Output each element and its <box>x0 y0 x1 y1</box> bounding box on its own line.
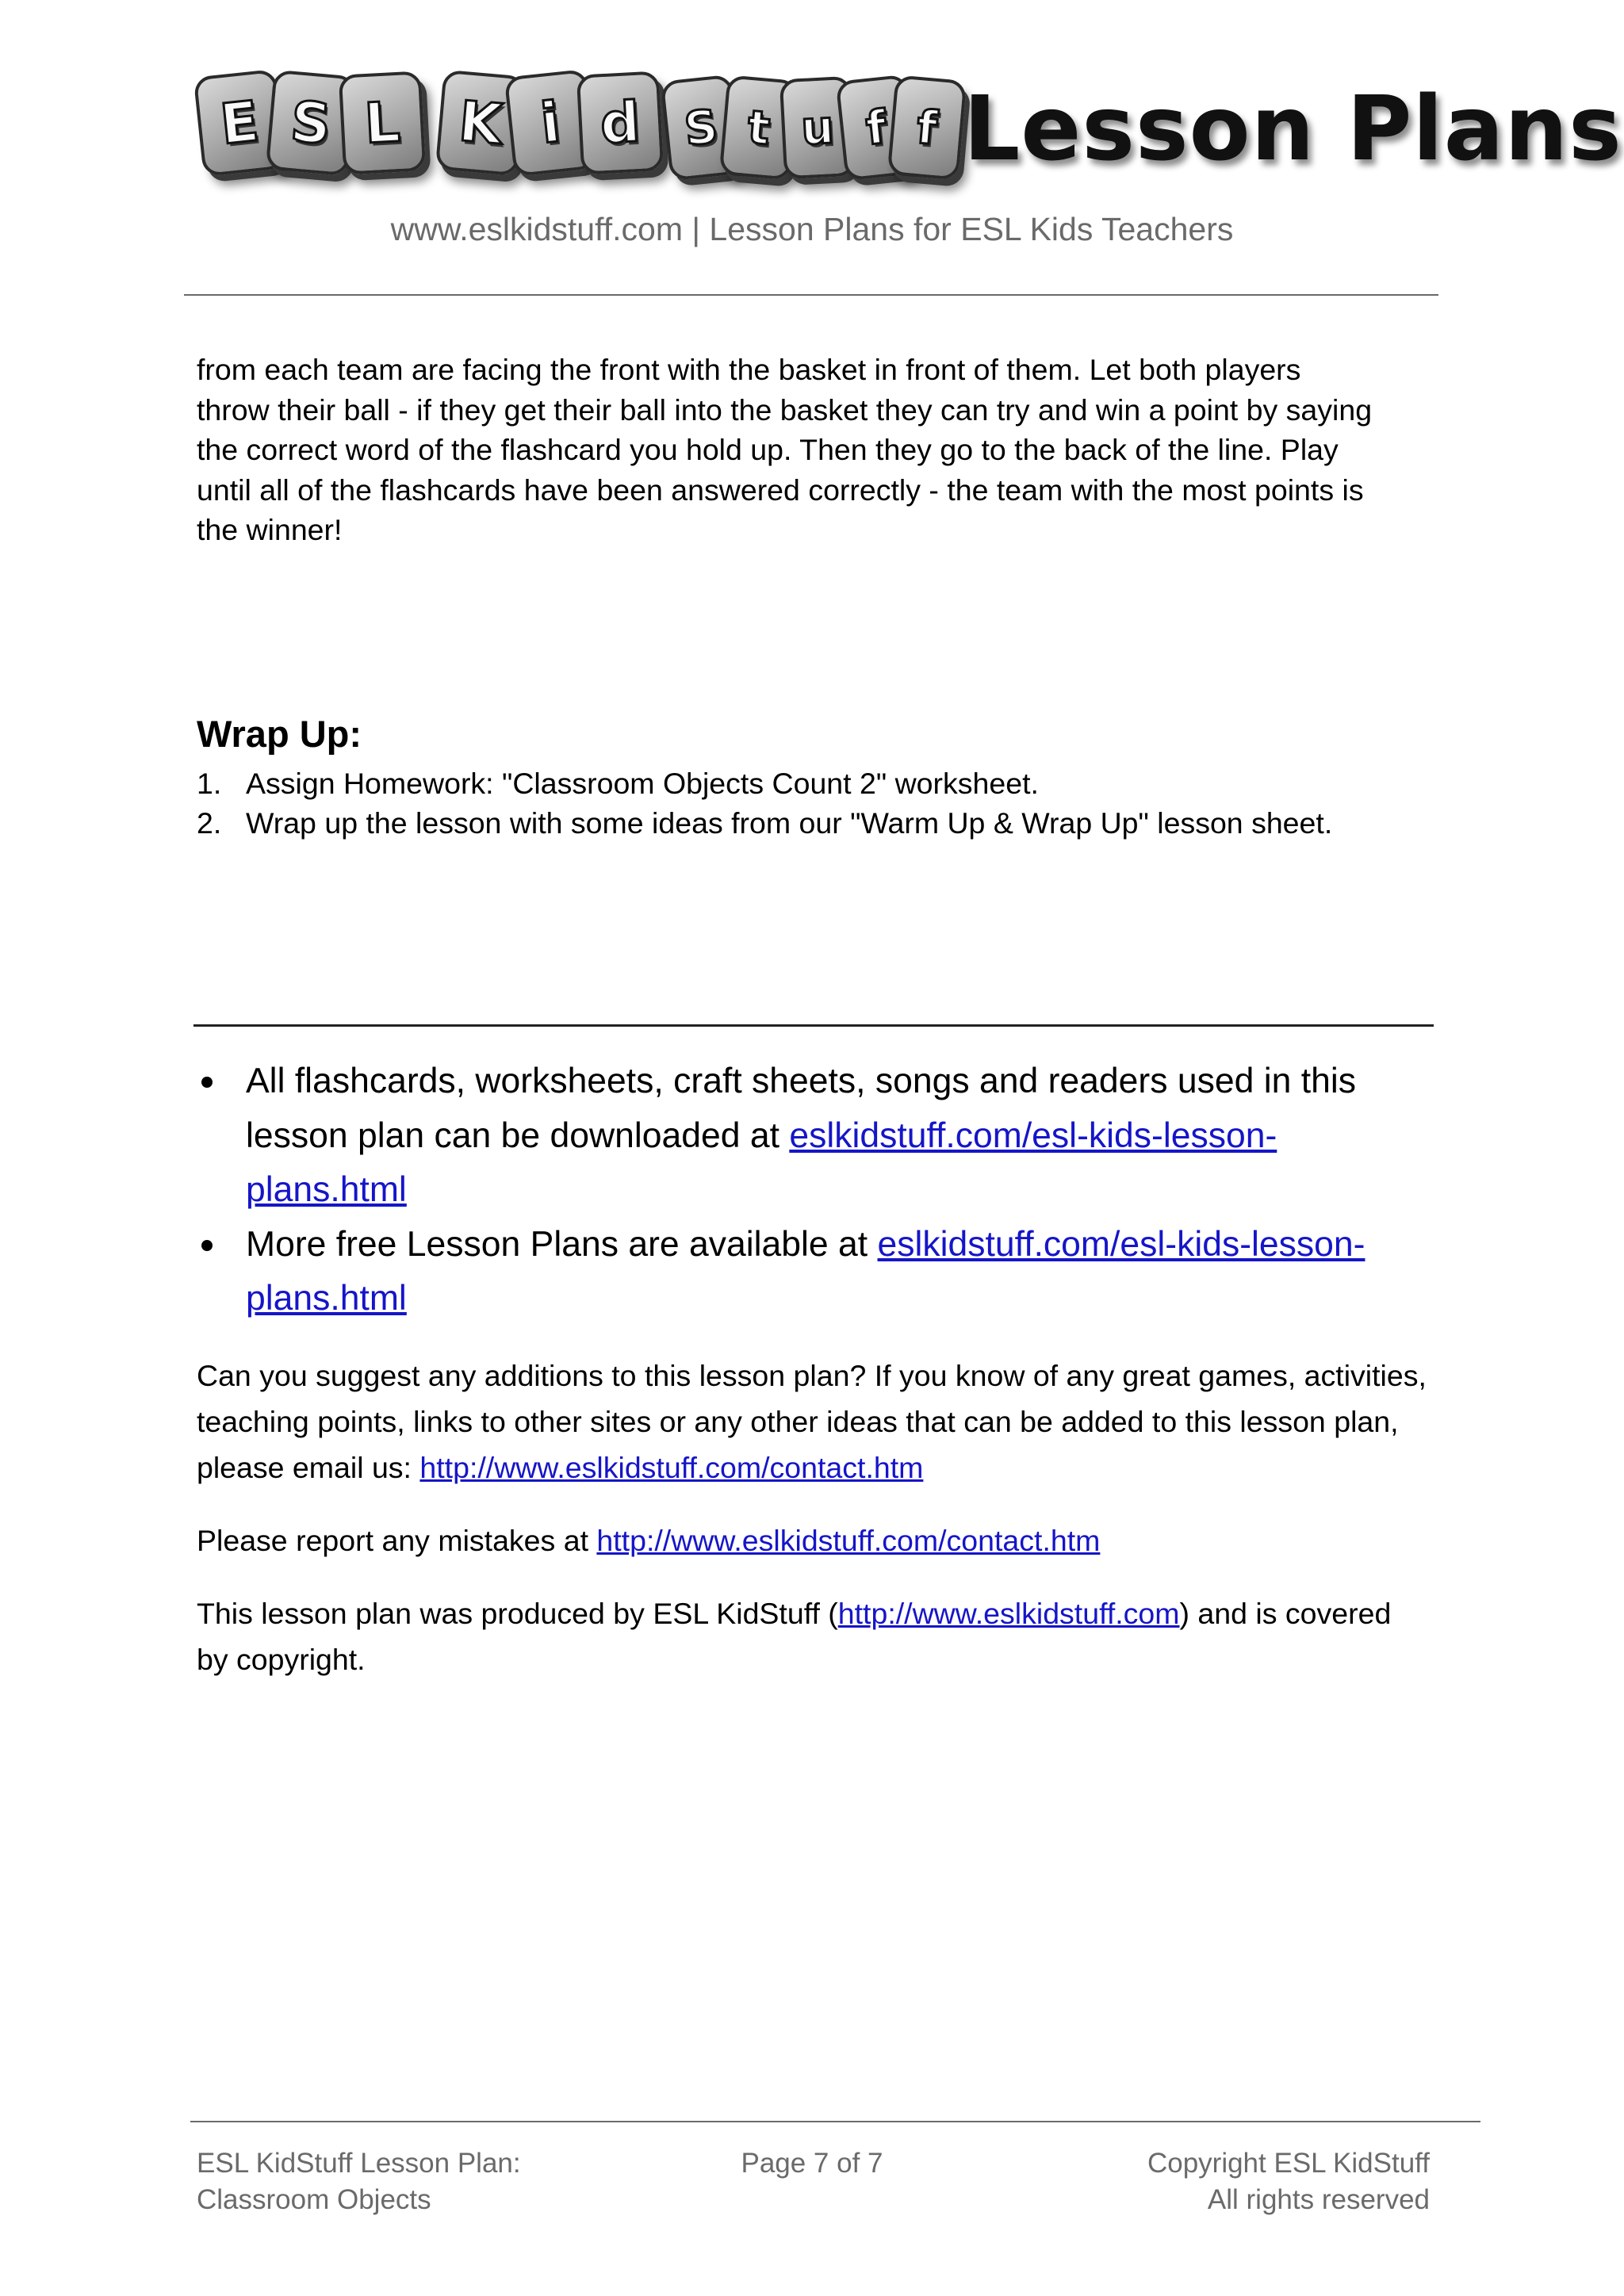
logo-cube: f <box>835 75 917 182</box>
copyright-text: ) and is covered <box>1179 1597 1392 1630</box>
logo-cube: S <box>660 75 741 182</box>
bullet-text-line <box>246 1109 1434 1164</box>
contact-link[interactable]: http://www.eslkidstuff.com/contact.htm <box>419 1451 924 1484</box>
copyright-text: This lesson plan was produced by ESL KidStuff ( <box>197 1597 838 1630</box>
logo-cube: S <box>266 70 357 177</box>
report-paragraph <box>197 1517 1481 1563</box>
footer-copyright: Copyright ESL KidStuff <box>1147 2148 1430 2179</box>
bullet-text: lesson plan can be downloaded at <box>246 1115 790 1155</box>
logo-title: Lesson Plans <box>963 78 1622 181</box>
wrapup-list <box>197 763 1434 843</box>
bullet-dot <box>201 1240 213 1251</box>
free-lesson-plans-link[interactable]: plans.html <box>246 1279 407 1318</box>
list-number: 1. <box>197 767 222 800</box>
resource-bullet <box>197 1218 1434 1326</box>
logo-cube: i <box>504 69 597 177</box>
section-divider <box>193 1024 1434 1027</box>
header-divider <box>184 294 1438 296</box>
report-text: Please report any mistakes at <box>197 1524 597 1557</box>
intro-line: throw their ball - if they get their ball into the basket they can try and win a point by saying <box>197 392 1373 427</box>
logo-cube: u <box>779 76 856 180</box>
logo-cube: d <box>576 71 664 174</box>
footer-rights: All rights reserved <box>1207 2184 1430 2215</box>
logo-cube: t <box>719 75 799 180</box>
wrapup-heading: Wrap Up: <box>197 713 362 755</box>
logo <box>198 70 1622 189</box>
intro-line: from each team are facing the front with the basket in front of them. Let both players <box>197 353 1301 386</box>
bullet-text: All flashcards, worksheets, craft sheets, songs and readers used in this <box>246 1062 1356 1100</box>
list-text: Assign Homework: "Classroom Objects Count 2" worksheet. <box>246 767 1039 800</box>
footer-lesson-label: ESL KidStuff Lesson Plan: <box>197 2148 521 2179</box>
list-item <box>197 803 1434 843</box>
footer-page-number: Page 7 of 7 <box>741 2148 883 2179</box>
intro-line: until all of the flashcards have been answered correctly - the team with the most points is <box>197 473 1364 507</box>
suggest-line: Can you suggest any additions to this lesson plan? If you know of any great games, activities, <box>197 1359 1427 1392</box>
resource-bullet <box>197 1054 1434 1218</box>
bullet-text: More free Lesson Plans are available at <box>246 1224 878 1264</box>
footer-right <box>1147 2145 1430 2218</box>
site-link[interactable]: http://www.eslkidstuff.com <box>837 1597 1180 1630</box>
header-subtitle: www.eslkidstuff.com | Lesson Plans for ESL Kids Teachers <box>390 211 1234 247</box>
list-text: Wrap up the lesson with some ideas from our "Warm Up & Wrap Up" lesson sheet. <box>246 806 1333 840</box>
free-lesson-plans-link[interactable]: eslkidstuff.com/esl-kids-lesson- <box>877 1224 1365 1264</box>
suggest-line: please email us: <box>197 1451 420 1484</box>
logo-cube: f <box>887 75 967 180</box>
footer-divider <box>190 2121 1480 2122</box>
list-number: 2. <box>197 806 222 840</box>
lesson-plans-link[interactable]: eslkidstuff.com/esl-kids-lesson- <box>789 1115 1277 1155</box>
footer-lesson-name: Classroom Objects <box>197 2184 431 2215</box>
copyright-text: by copyright. <box>197 1643 366 1676</box>
suggest-paragraph <box>197 1353 1481 1490</box>
intro-paragraph <box>197 350 1465 550</box>
logo-cube: K <box>435 70 526 177</box>
list-item <box>197 763 1434 803</box>
suggest-line: teaching points, links to other sites or any other ideas that can be added to this lesson plan, <box>197 1405 1399 1438</box>
logo-cube: E <box>193 69 286 177</box>
logo-cube: L <box>339 71 426 174</box>
resources-list <box>197 1054 1434 1326</box>
bullet-dot <box>201 1077 213 1088</box>
copyright-paragraph <box>197 1590 1481 1682</box>
intro-line: the correct word of the flashcard you hold up. Then they go to the back of the line. Play <box>197 433 1339 466</box>
intro-line: the winner! <box>197 513 343 546</box>
lesson-plans-link[interactable]: plans.html <box>246 1170 407 1209</box>
report-contact-link[interactable]: http://www.eslkidstuff.com/contact.htm <box>596 1524 1101 1557</box>
